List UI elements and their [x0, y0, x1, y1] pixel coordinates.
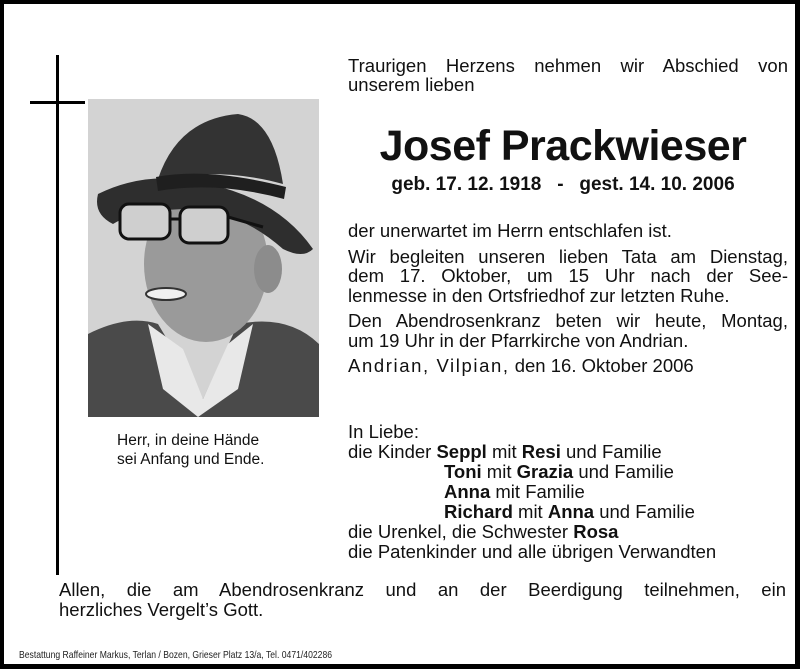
connector-text: mit: [481, 461, 517, 482]
funeral-line-3: lenmesse in den Ortsfriedhof zur letzten Ruhe.: [348, 284, 730, 306]
undertaker-footer: Bestattung Raffeiner Markus, Terlan / Bozen, Grieser Platz 13/a, Tel. 0471/402286: [19, 649, 333, 661]
connector-text: mit: [512, 501, 548, 522]
sister-name: Rosa: [573, 521, 619, 542]
mourner-row-last: die Patenkinder und alle übrigen Verwandten: [348, 541, 717, 562]
mourner-row: [348, 502, 788, 522]
intro-line-1: Traurigen Herzens nehmen wir Abschied von: [348, 55, 788, 76]
mourners-list: [348, 422, 788, 562]
notice-body: [348, 221, 788, 382]
rosary-text: [348, 311, 788, 350]
funeral-text: [348, 247, 788, 306]
portrait-photo: [88, 99, 319, 417]
intro-text: [348, 56, 788, 94]
date-separator: -: [557, 174, 564, 195]
others-prefix: die Urenkel, die Schwester: [348, 521, 574, 542]
family-suffix: und Familie: [560, 441, 662, 462]
deceased-name: Josef Prackwieser: [379, 122, 747, 170]
mourner-row: [348, 482, 788, 502]
mourners-heading: In Liebe:: [348, 421, 419, 442]
motto-line-2: sei Anfang und Ende.: [117, 451, 265, 468]
cross-icon-horizontal: [30, 101, 85, 104]
cross-icon-vertical: [56, 55, 59, 575]
death-date: gest. 14. 10. 2006: [579, 174, 735, 195]
place-date: [348, 356, 788, 376]
motto-text: [117, 431, 264, 469]
family-suffix: und Familie: [594, 501, 695, 522]
child-name: Richard: [444, 501, 513, 522]
mourner-row: [348, 522, 788, 542]
thanks-line-2: herzliches Vergelt’s Gott.: [59, 599, 264, 620]
rosary-line-2: um 19 Uhr in der Pfarrkirche von Andrian.: [348, 329, 689, 351]
thanks-line-1: Allen, die am Abendrosenkranz und an der Beerdigung teilnehmen, ein: [59, 579, 786, 600]
funeral-line-1: Wir begleiten unseren lieben Tata am Dienstag,: [348, 245, 788, 267]
child-name: Toni: [444, 461, 482, 482]
place-name: Andrian, Vilpian,: [348, 355, 510, 376]
funeral-line-2: dem 17. Oktober, um 15 Uhr nach der See-: [348, 265, 788, 286]
child-name: Seppl: [436, 441, 487, 462]
child-name: Anna: [444, 481, 491, 502]
intro-line-2: unserem lieben: [348, 74, 475, 95]
rosary-line-1: Den Abendrosenkranz beten wir heute, Montag,: [348, 310, 788, 331]
connector-text: mit Familie: [490, 481, 585, 502]
life-dates: [348, 174, 778, 196]
partner-name: Grazia: [516, 461, 574, 482]
partner-name: Resi: [521, 441, 561, 462]
mourner-row: [348, 462, 788, 482]
mourner-row: [348, 442, 788, 462]
passed-text: der unerwartet im Herrn entschlafen ist.: [348, 220, 672, 241]
motto-line-1: Herr, in deine Hände: [117, 432, 260, 449]
family-suffix: und Familie: [573, 461, 674, 482]
children-label: die Kinder: [348, 441, 437, 462]
thanks-text: [59, 580, 786, 620]
connector-text: mit: [486, 441, 522, 462]
portrait-illustration: [88, 99, 319, 417]
notice-date: den 16. Oktober 2006: [509, 355, 694, 376]
partner-name: Anna: [547, 501, 595, 522]
birth-date: geb. 17. 12. 1918: [391, 174, 542, 195]
